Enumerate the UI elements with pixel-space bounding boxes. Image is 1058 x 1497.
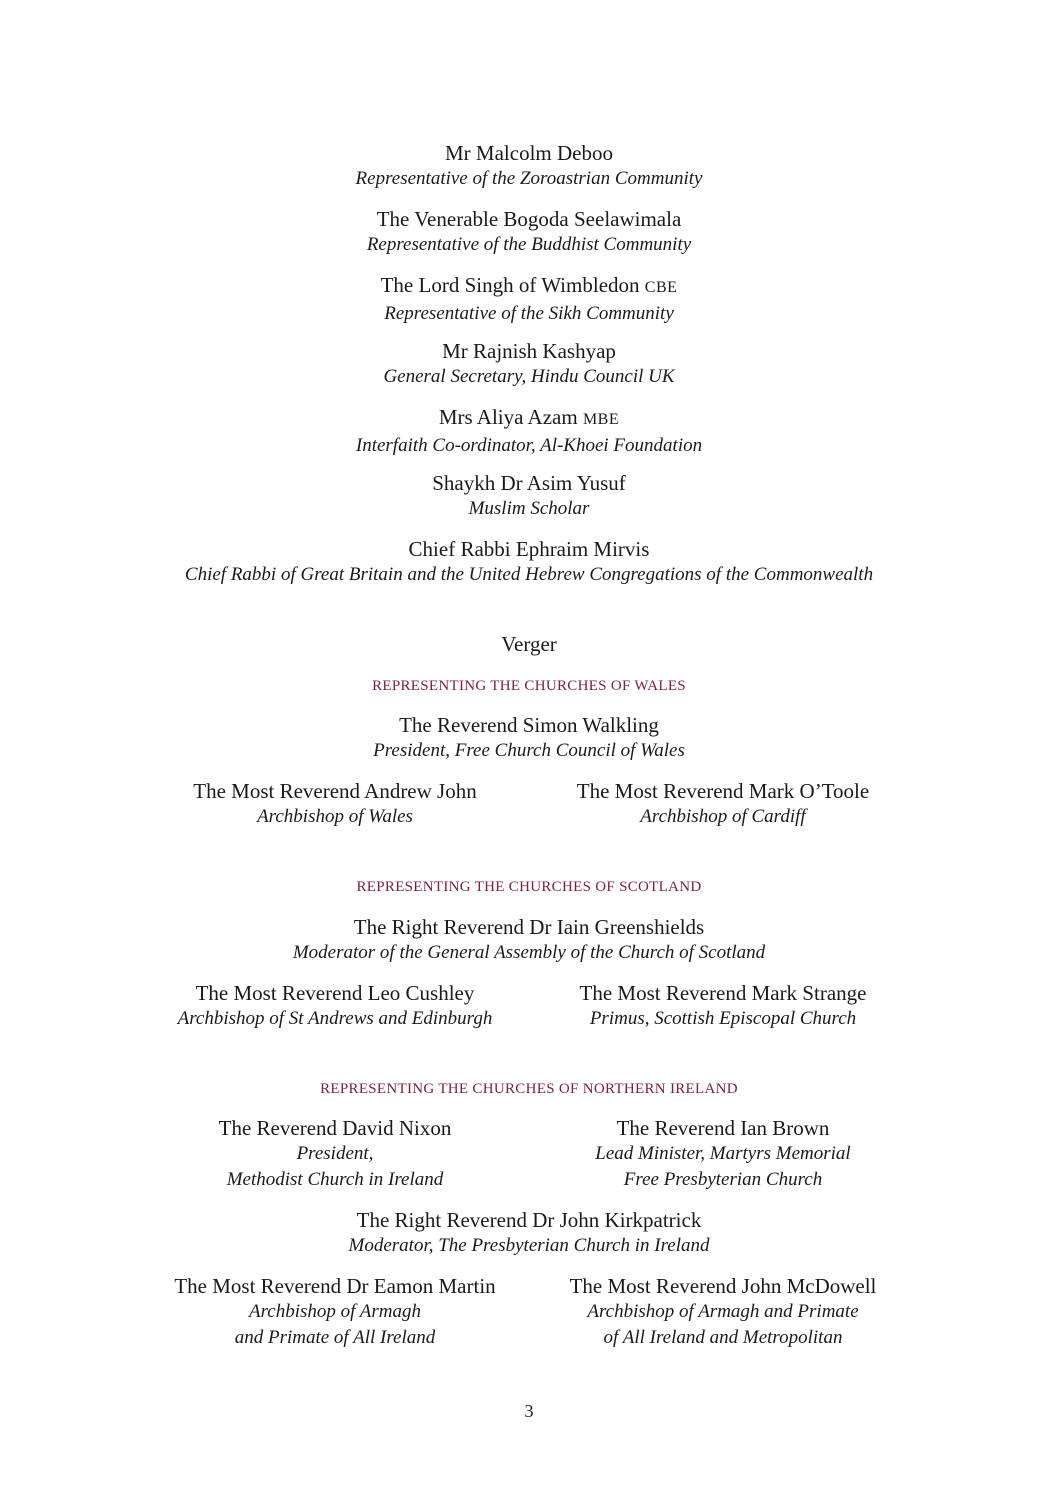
person-name: The Most Reverend Leo Cushley [195,981,475,1005]
person-title: Interfaith Co-ordinator, Al-Khoei Foundation [355,435,703,456]
section-heading: REPRESENTING THE CHURCHES OF SCOTLAND [356,879,702,895]
scotland-centre [0,914,1058,966]
scotland-right [523,980,923,1032]
person-title-line1: Lead Minister, Martyrs Memorial [595,1143,851,1164]
ni-centre [0,1207,1058,1259]
scotland-left [135,980,535,1032]
faith-rep-sikh [0,272,1058,327]
person-name: The Right Reverend Dr Iain Greenshields [353,915,705,939]
person-name: Mr Malcolm Deboo [445,141,613,165]
person-title: Archbishop of Cardiff [640,806,806,827]
person-title-line1: President, [296,1143,374,1164]
person-title-line2: Free Presbyterian Church [623,1169,823,1190]
person-name: The Venerable Bogoda Seelawimala [376,207,682,231]
person-title: General Secretary, Hindu Council UK [383,366,675,387]
faith-rep-buddhist [0,206,1058,258]
person-name: The Most Reverend Dr Eamon Martin [174,1274,496,1298]
faith-rep-hindu [0,338,1058,390]
person-title: Archbishop of Wales [257,806,413,827]
person-title: Moderator of the General Assembly of the Church of Scotland [292,942,766,963]
person-name: The Reverend Ian Brown [616,1116,830,1140]
wales-centre [0,712,1058,764]
ni-right-2 [523,1273,923,1351]
person-title-line2: Methodist Church in Ireland [226,1169,444,1190]
person-title: Primus, Scottish Episcopal Church [589,1008,857,1029]
verger-label: Verger [501,632,557,656]
wales-right [523,778,923,830]
person-name: The Reverend David Nixon [218,1116,452,1140]
faith-rep-zoroastrian [0,140,1058,192]
person-name: The Most Reverend Mark Strange [579,981,867,1005]
section-heading: REPRESENTING THE CHURCHES OF WALES [372,678,686,694]
person-title: Representative of the Buddhist Community [366,234,692,255]
person-name: Shaykh Dr Asim Yusuf [432,471,626,495]
faith-rep-jewish [0,536,1058,588]
person-name: The Most Reverend Mark O’Toole [576,779,870,803]
person-name: Mrs Aliya Azam [438,405,578,429]
person-name: The Most Reverend Andrew John [193,779,477,803]
person-title-line2: of All Ireland and Metropolitan [603,1327,843,1348]
page-number: 3 [524,1401,534,1421]
ni-left-2 [135,1273,535,1351]
person-name: The Most Reverend John McDowell [569,1274,877,1298]
person-title: Archbishop of St Andrews and Edinburgh [177,1008,493,1029]
ni-right-1 [523,1115,923,1193]
section-heading: REPRESENTING THE CHURCHES OF NORTHERN IRELAND [320,1081,738,1097]
heading-scotland [0,874,1058,899]
faith-rep-alkhoei [0,404,1058,459]
person-title: Muslim Scholar [468,498,590,519]
person-title-line1: Archbishop of Armagh and Primate [587,1301,859,1322]
honour-suffix: CBE [644,279,678,296]
honour-suffix: MBE [582,411,620,428]
person-name: Chief Rabbi Ephraim Mirvis [408,537,650,561]
person-name: The Reverend Simon Walkling [399,713,659,737]
heading-wales [0,673,1058,698]
person-title-line2: and Primate of All Ireland [234,1327,436,1348]
heading-northern-ireland [0,1076,1058,1101]
faith-rep-muslim [0,470,1058,522]
person-name: The Lord Singh of Wimbledon [380,273,640,297]
ni-left-1 [135,1115,535,1193]
person-title: Representative of the Zoroastrian Community [355,168,703,189]
person-name: Mr Rajnish Kashyap [442,339,616,363]
person-title: Chief Rabbi of Great Britain and the United Hebrew Congregations of the Commonwealth [184,564,874,585]
wales-left [135,778,535,830]
person-name: The Right Reverend Dr John Kirkpatrick [356,1208,702,1232]
verger-line [0,631,1058,657]
person-title: President, Free Church Council of Wales [373,740,685,761]
person-title-line1: Archbishop of Armagh [248,1301,422,1322]
person-title: Moderator, The Presbyterian Church in Ireland [348,1235,710,1256]
person-title: Representative of the Sikh Community [384,303,674,324]
